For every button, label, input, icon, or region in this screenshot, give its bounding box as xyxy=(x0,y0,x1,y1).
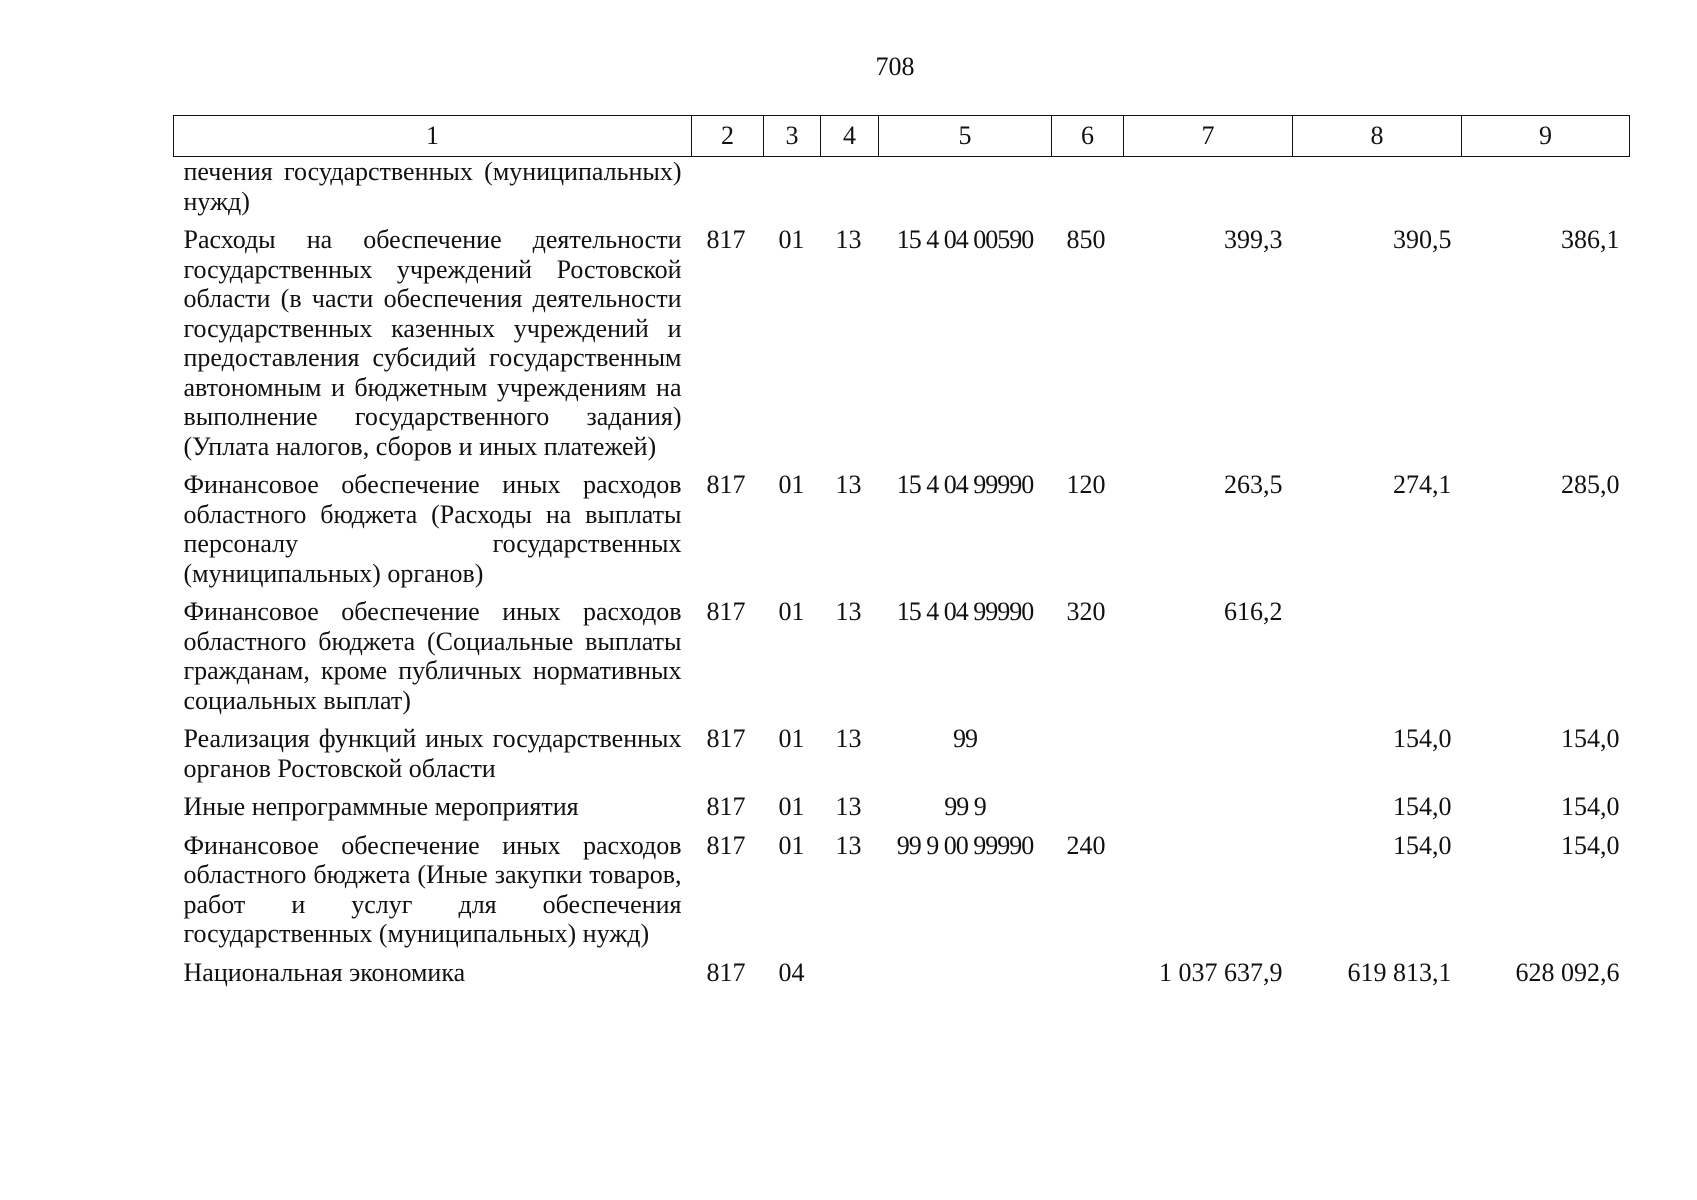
row-col-6 xyxy=(1052,157,1124,217)
row-col-3: 01 xyxy=(778,724,805,753)
page-number: 708 xyxy=(875,52,915,81)
table-row xyxy=(174,949,1630,988)
row-description: Финансовое обеспечение иных расходов областного бюджета (Иные закупки товаров, работ и услуг для обеспечения государственных (муниципальных) нужд) xyxy=(183,830,682,948)
row-col-3: 01 xyxy=(778,792,805,821)
header-col-5: 5 xyxy=(879,116,1052,157)
row-col-3: 01 xyxy=(778,470,805,499)
row-col-2: 817 xyxy=(706,225,746,254)
row-col-8: 619 813,1 xyxy=(1347,957,1452,987)
row-col-5 xyxy=(879,949,1052,988)
row-col-9: 628 092,6 xyxy=(1515,957,1620,987)
row-col-3: 01 xyxy=(778,830,805,860)
budget-table xyxy=(173,115,1630,987)
row-col-6 xyxy=(1052,783,1124,822)
table-header xyxy=(174,116,1630,157)
table-row xyxy=(174,157,1630,217)
header-col-7: 7 xyxy=(1124,116,1293,157)
row-col-3: 04 xyxy=(778,957,805,987)
row-description: Финансовое обеспечение иных расходов областного бюджета (Социальные выплаты гражданам, кроме публичных нормативных социальных выплат) xyxy=(183,597,682,715)
row-col-7 xyxy=(1124,822,1293,949)
header-col-1: 1 xyxy=(174,116,692,157)
table-body xyxy=(174,157,1630,988)
row-description: Расходы на обеспечение деятельности государственных учреждений Ростовской области (в части обеспечения деятельности государственных казенных учреждений и предоставления субсидий государственным автономным и бюджетным учреждениям на выполнение государственного задания) (Уплата налогов, сборов и иных платежей) xyxy=(183,225,682,461)
row-col-5: 99 9 xyxy=(944,792,986,821)
row-col-2: 817 xyxy=(706,957,746,987)
row-col-9: 154,0 xyxy=(1561,792,1620,821)
row-col-5: 15 4 04 00590 xyxy=(896,225,1034,254)
row-col-7: 616,2 xyxy=(1224,597,1283,626)
row-col-3: 01 xyxy=(778,597,805,626)
row-col-9: 386,1 xyxy=(1561,225,1620,254)
row-col-9: 154,0 xyxy=(1561,830,1620,860)
table-row xyxy=(174,715,1630,783)
row-col-3: 01 xyxy=(778,225,805,254)
row-col-8 xyxy=(1293,588,1462,715)
row-col-7 xyxy=(1124,157,1293,217)
row-col-2: 817 xyxy=(706,792,746,821)
row-col-5: 99 xyxy=(953,724,977,753)
row-col-5: 15 4 04 99990 xyxy=(896,470,1034,499)
table-row xyxy=(174,588,1630,715)
row-col-6: 850 xyxy=(1066,225,1106,254)
row-col-4: 13 xyxy=(835,792,862,821)
row-col-4: 13 xyxy=(835,470,862,499)
row-col-7: 263,5 xyxy=(1224,470,1283,499)
row-col-7: 399,3 xyxy=(1224,225,1283,254)
row-col-6: 240 xyxy=(1066,830,1106,860)
row-col-8: 154,0 xyxy=(1393,830,1452,860)
row-col-2: 817 xyxy=(706,830,746,860)
header-row xyxy=(174,116,1630,157)
table-row xyxy=(174,822,1630,949)
row-col-8: 154,0 xyxy=(1393,724,1452,753)
row-col-6: 120 xyxy=(1066,470,1106,499)
row-col-6 xyxy=(1052,949,1124,988)
header-col-2: 2 xyxy=(692,116,764,157)
row-col-8: 390,5 xyxy=(1393,225,1452,254)
header-col-9: 9 xyxy=(1462,116,1630,157)
row-col-8 xyxy=(1293,157,1462,217)
table-row xyxy=(174,216,1630,461)
row-col-7: 1 037 637,9 xyxy=(1159,957,1283,987)
row-col-2 xyxy=(692,157,764,217)
row-col-5 xyxy=(879,157,1052,217)
row-col-4 xyxy=(821,157,879,217)
row-col-7 xyxy=(1124,783,1293,822)
header-col-4: 4 xyxy=(821,116,879,157)
row-col-6: 320 xyxy=(1066,597,1106,626)
row-description: печения государственных (муниципальных) нужд) xyxy=(183,157,682,216)
table-row xyxy=(174,461,1630,588)
row-col-5: 99 9 00 99990 xyxy=(896,830,1034,860)
row-col-9: 154,0 xyxy=(1561,724,1620,753)
row-col-9: 285,0 xyxy=(1561,470,1620,499)
row-col-4: 13 xyxy=(835,225,862,254)
row-col-2: 817 xyxy=(706,724,746,753)
row-col-9 xyxy=(1462,588,1630,715)
row-description: Иные непрограммные мероприятия xyxy=(183,792,579,821)
header-col-8: 8 xyxy=(1293,116,1462,157)
row-col-8: 274,1 xyxy=(1393,470,1452,499)
row-description: Реализация функций иных государственных органов Ростовской области xyxy=(183,724,682,783)
row-col-7 xyxy=(1124,715,1293,783)
header-col-6: 6 xyxy=(1052,116,1124,157)
row-col-8: 154,0 xyxy=(1393,792,1452,821)
row-col-6 xyxy=(1052,715,1124,783)
row-col-2: 817 xyxy=(706,470,746,499)
row-description: Национальная экономика xyxy=(183,957,466,987)
row-col-2: 817 xyxy=(706,597,746,626)
row-col-5: 15 4 04 99990 xyxy=(896,597,1034,626)
row-description: Финансовое обеспечение иных расходов областного бюджета (Расходы на выплаты персоналу государственных (муниципальных) органов) xyxy=(183,470,682,588)
table-row xyxy=(174,783,1630,822)
row-col-4: 13 xyxy=(835,724,862,753)
row-col-4 xyxy=(821,949,879,988)
row-col-4: 13 xyxy=(835,597,862,626)
header-col-3: 3 xyxy=(764,116,821,157)
row-col-9 xyxy=(1462,157,1630,217)
row-col-4: 13 xyxy=(835,830,862,860)
row-col-3 xyxy=(764,157,821,217)
